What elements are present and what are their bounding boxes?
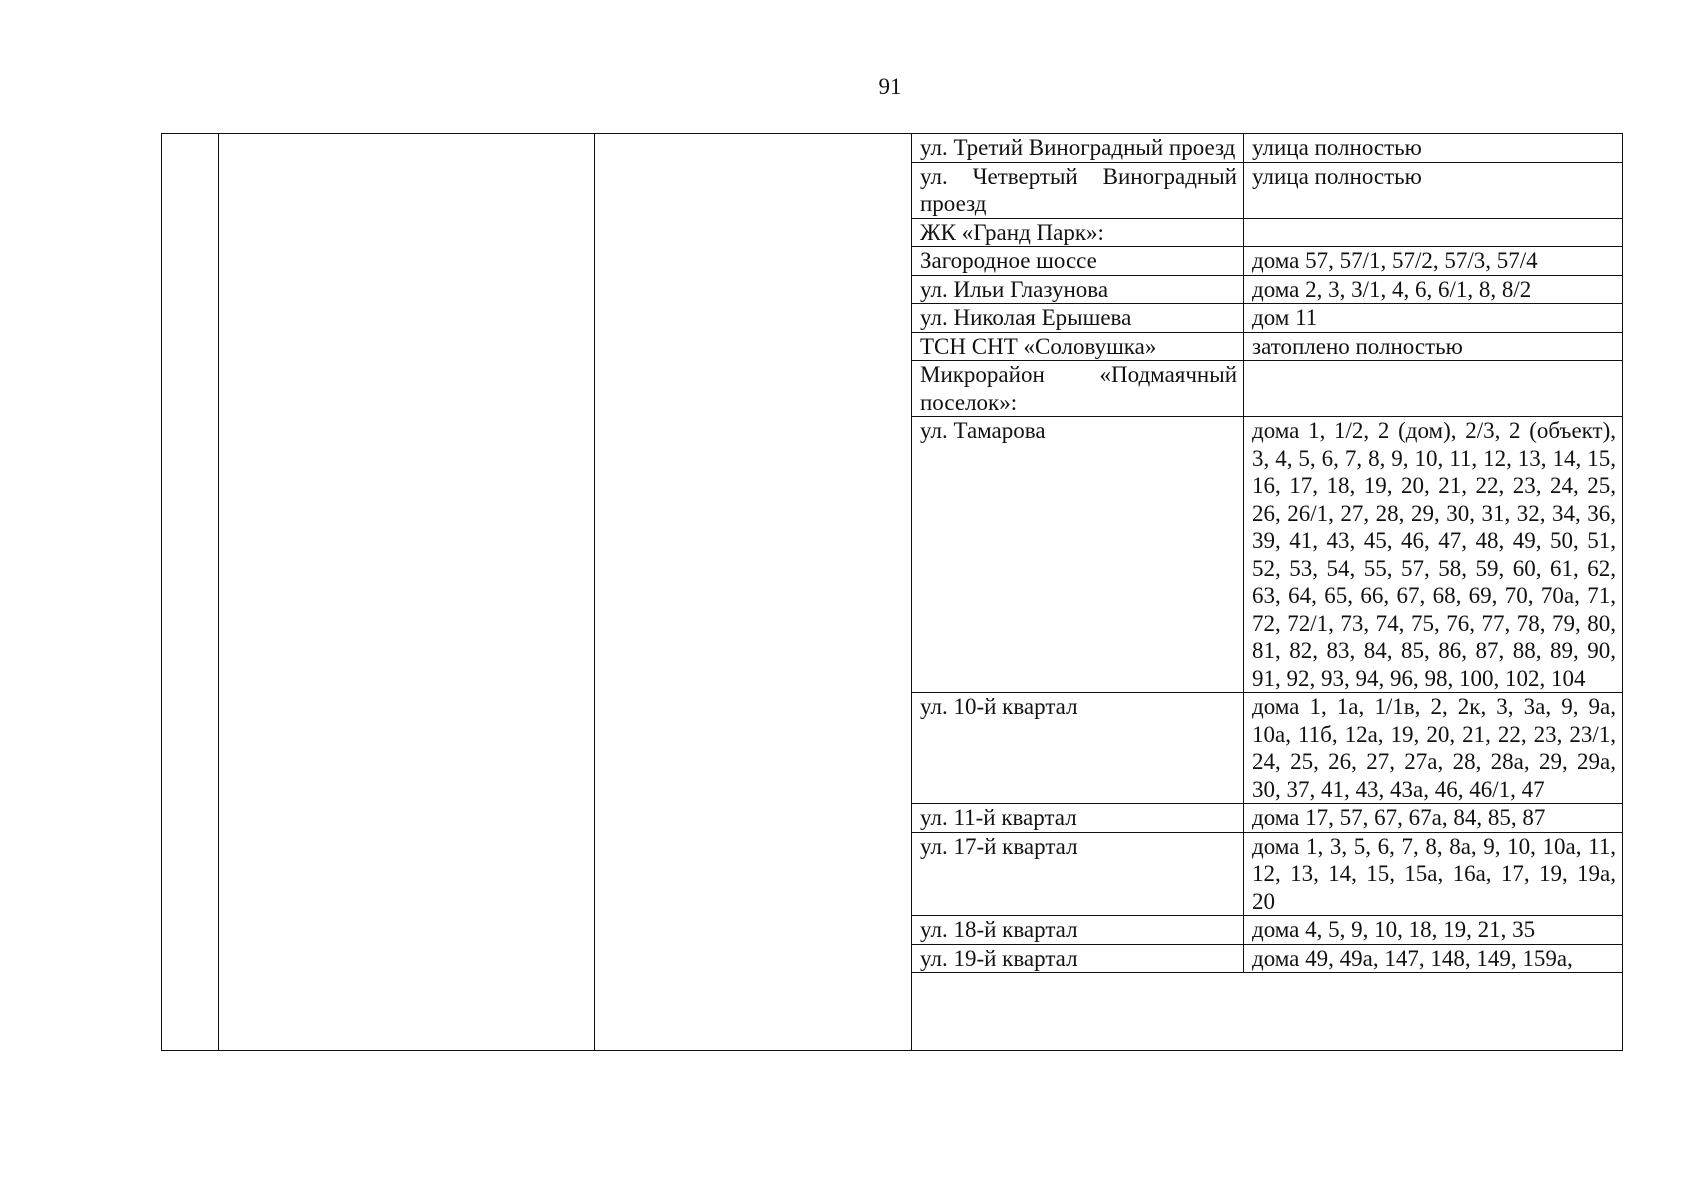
street-cell: ул. 19-й квартал: [912, 944, 1244, 973]
table-row: [912, 916, 1622, 945]
address-list: [912, 134, 1622, 973]
houses-cell: [1244, 361, 1623, 417]
street-cell: ул. 18-й квартал: [912, 916, 1244, 945]
table-col-district: [219, 134, 595, 1051]
street-cell: ул. 17-й квартал: [912, 832, 1244, 916]
street-cell: ул. Третий Виноградный проезд: [912, 134, 1244, 162]
table-row: [912, 275, 1622, 304]
houses-cell: дома 4, 5, 9, 10, 18, 19, 21, 35: [1244, 916, 1623, 945]
houses-cell: дома 17, 57, 67, 67а, 84, 85, 87: [1244, 804, 1623, 833]
houses-cell: дом 11: [1244, 304, 1623, 333]
street-cell: ул. Ильи Глазунова: [912, 275, 1244, 304]
table-col-addresses: [912, 134, 1623, 1051]
street-cell: ул. 11-й квартал: [912, 804, 1244, 833]
houses-cell: улица полностью: [1244, 134, 1623, 162]
houses-cell: дома 2, 3, 3/1, 4, 6, 6/1, 8, 8/2: [1244, 275, 1623, 304]
table-row: [912, 162, 1622, 218]
houses-cell: улица полностью: [1244, 162, 1623, 218]
table-row: [912, 944, 1622, 973]
houses-cell: дома 1, 1а, 1/1в, 2, 2к, 3, 3а, 9, 9а, 10а, 11б, 12а, 19, 20, 21, 22, 23, 23/1, 24, 25, 26, 27, 27а, 28, 28а, 29, 29а, 30, 37, 41, 43, 43а, 46, 46/1, 47: [1244, 693, 1623, 804]
street-cell: ул. 10-й квартал: [912, 693, 1244, 804]
table-row: [912, 304, 1622, 333]
street-cell: ул. Четвертый Виноградный проезд: [912, 162, 1244, 218]
table-row: [912, 693, 1622, 804]
table-row: [912, 247, 1622, 276]
street-cell: ул. Николая Ерышева: [912, 304, 1244, 333]
table-row: [912, 417, 1622, 693]
houses-cell: дома 1, 3, 5, 6, 7, 8, 8а, 9, 10, 10а, 11, 12, 13, 14, 15, 15а, 16а, 17, 19, 19а, 20: [1244, 832, 1623, 916]
street-cell: ЖК «Гранд Парк»:: [912, 218, 1244, 247]
table-col-number: [162, 134, 219, 1051]
street-cell: ТСН СНТ «Соловушка»: [912, 332, 1244, 361]
houses-cell: дома 49, 49а, 147, 148, 149, 159а,: [1244, 944, 1623, 973]
houses-cell: [1244, 218, 1623, 247]
address-table: [161, 133, 1623, 1051]
table-row: [912, 134, 1622, 162]
table-row: [912, 832, 1622, 916]
street-cell: ул. Тамарова: [912, 417, 1244, 693]
table-row: [912, 218, 1622, 247]
page-number: 91: [878, 74, 902, 99]
table-row: [912, 804, 1622, 833]
houses-cell: затоплено полностью: [1244, 332, 1623, 361]
street-cell: Микрорайон «Подмаячный поселок»:: [912, 361, 1244, 417]
table-row: [912, 361, 1622, 417]
table-row: [912, 332, 1622, 361]
houses-cell: дома 57, 57/1, 57/2, 57/3, 57/4: [1244, 247, 1623, 276]
table-col-area: [595, 134, 912, 1051]
street-cell: Загородное шоссе: [912, 247, 1244, 276]
houses-cell: дома 1, 1/2, 2 (дом), 2/3, 2 (объект), 3, 4, 5, 6, 7, 8, 9, 10, 11, 12, 13, 14, 15, 16, 17, 18, 19, 20, 21, 22, 23, 24, 25, 26, 26/1, 27, 28, 29, 30, 31, 32, 34, 36, 39, 41, 43, 45, 46, 47, 48, 49, 50, 51, 52, 53, 54, 55, 57, 58, 59, 60, 61, 62, 63, 64, 65, 66, 67, 68, 69, 70, 70а, 71, 72, 72/1, 73, 74, 75, 76, 77, 78, 79, 80, 81, 82, 83, 84, 85, 86, 87, 88, 89, 90, 91, 92, 93, 94, 96, 98, 100, 102, 104: [1244, 417, 1623, 693]
